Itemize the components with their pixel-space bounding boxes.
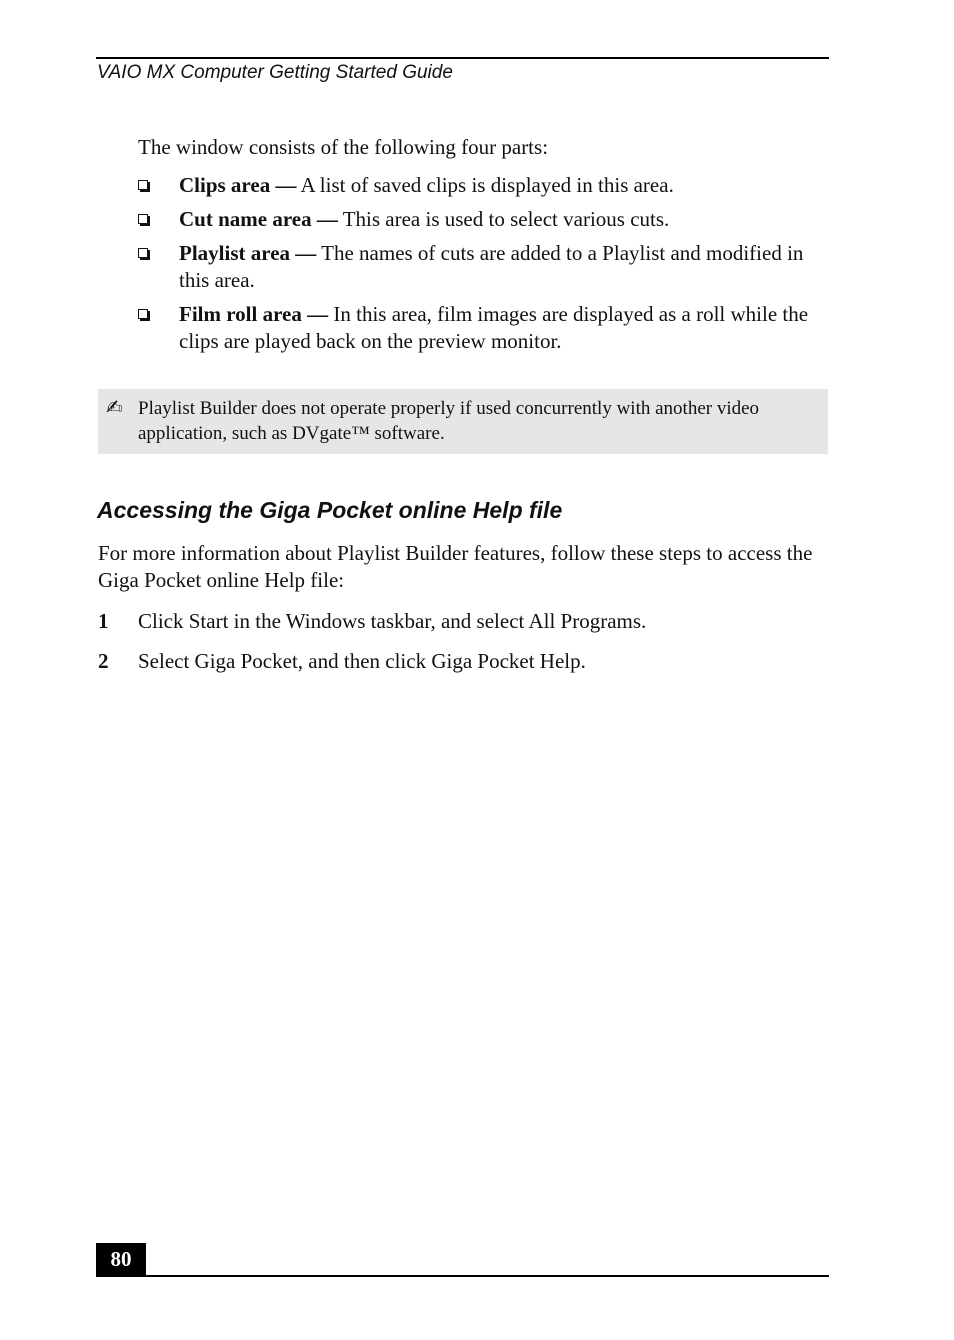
list-item: [138, 240, 828, 294]
part-desc: A list of saved clips is displayed in this area.: [296, 173, 674, 197]
header-rule: [96, 57, 829, 59]
running-title: VAIO MX Computer Getting Started Guide: [97, 62, 453, 83]
intro-paragraph: The window consists of the following four parts:: [138, 135, 549, 159]
parts-list: [138, 172, 828, 362]
checkbox-bullet-icon: [138, 248, 148, 258]
part-term: Clips area —: [179, 173, 297, 197]
step-number: 1: [98, 609, 109, 633]
note-text: Playlist Builder does not operate properly if used concurrently with another video application, such as DVgate™ software.: [138, 398, 760, 444]
step-item: [98, 608, 828, 635]
checkbox-bullet-icon: [138, 180, 148, 190]
steps-list: [98, 608, 828, 688]
step-text: Select Giga Pocket, and then click Giga Pocket Help.: [138, 649, 586, 673]
page-number: 80: [96, 1243, 146, 1276]
part-term: Cut name area —: [179, 207, 338, 231]
part-desc: This area is used to select various cuts.: [337, 207, 670, 231]
step-item: [98, 648, 828, 675]
checkbox-bullet-icon: [138, 309, 148, 319]
part-desc: The names of cuts are added to a Playlist and modified in this area.: [179, 241, 804, 292]
step-number: 2: [98, 649, 109, 673]
list-item: [138, 206, 828, 233]
checkbox-bullet-icon: [138, 214, 148, 224]
part-desc: In this area, film images are displayed as a roll while the clips are played back on the preview monitor.: [179, 302, 809, 353]
part-term: Playlist area —: [179, 241, 317, 265]
writing-hand-icon: ✍: [106, 395, 123, 419]
note-box: [98, 389, 828, 454]
footer-rule: [96, 1275, 829, 1277]
step-text: Click Start in the Windows taskbar, and select All Programs.: [138, 609, 647, 633]
list-item: [138, 301, 828, 355]
section-paragraph: For more information about Playlist Builder features, follow these steps to access the Giga Pocket online Help file:: [98, 541, 813, 592]
part-term: Film roll area —: [179, 302, 329, 326]
list-item: [138, 172, 828, 199]
section-heading: Accessing the Giga Pocket online Help file: [97, 497, 563, 523]
